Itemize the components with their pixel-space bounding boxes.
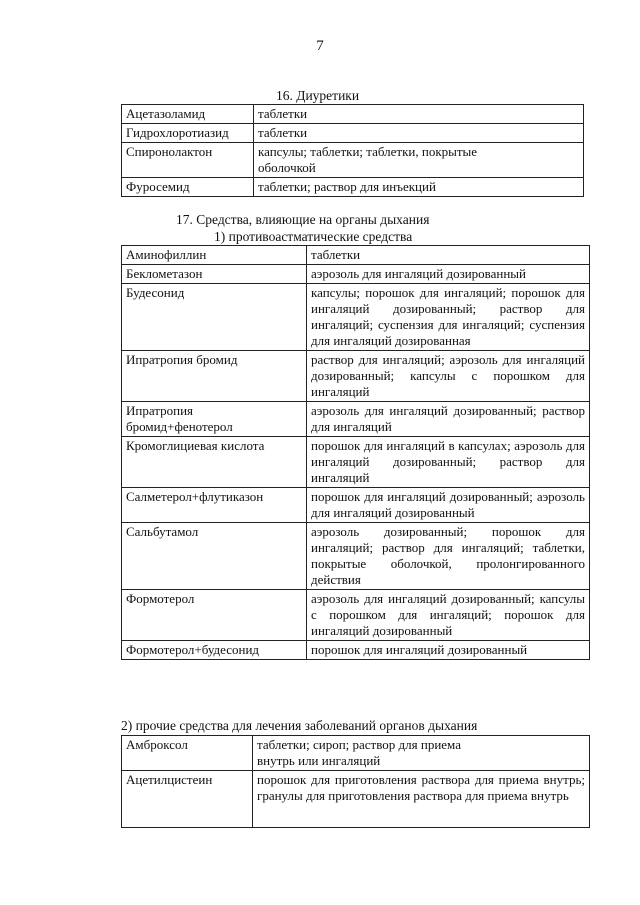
drug-name-cell: Аминофиллин — [122, 246, 307, 265]
drug-name-cell: Спиронолактон — [122, 143, 254, 178]
table-row — [122, 641, 590, 660]
table-row — [122, 590, 590, 641]
drug-name-cell: Кромоглициевая кислота — [122, 437, 307, 488]
drug-forms-cell: порошок для приготовления раствора для приема внутрь; гранулы для приготовления раствора для приема внутрь — [253, 771, 590, 828]
drug-name-cell: Амброксол — [122, 736, 253, 771]
table-row — [122, 105, 584, 124]
drug-forms-cell: капсулы; таблетки; таблетки, покрытые оболочкой — [254, 143, 584, 178]
drug-forms-cell: таблетки; сироп; раствор для приема внутрь или ингаляций — [253, 736, 590, 771]
table-row — [122, 437, 590, 488]
section-17-heading: 17. Средства, влияющие на органы дыхания — [176, 212, 430, 227]
drug-forms-cell: аэрозоль для ингаляций дозированный; раствор для ингаляций — [307, 402, 590, 437]
drug-forms-cell: раствор для ингаляций; аэрозоль для ингаляций дозированный; капсулы с порошком для ингаляций — [307, 351, 590, 402]
drug-name-cell: Салметерол+флутиказон — [122, 488, 307, 523]
drug-name-cell: Формотерол — [122, 590, 307, 641]
table-row — [122, 178, 584, 197]
section-16-heading: 16. Диуретики — [276, 88, 360, 103]
table-row — [122, 265, 590, 284]
table-row — [122, 402, 590, 437]
section-17-sub2-heading: 2) прочие средства для лечения заболеваний органов дыхания — [121, 718, 478, 733]
drug-forms-cell: капсулы; порошок для ингаляций; порошок для ингаляций дозированный; раствор для ингаляций; суспензия для ингаляций; суспензия для ингаляций дозированная — [307, 284, 590, 351]
drug-name-cell: Фуросемид — [122, 178, 254, 197]
drug-name-cell: Формотерол+будесонид — [122, 641, 307, 660]
table-row — [122, 143, 584, 178]
drug-forms-cell: таблетки — [307, 246, 590, 265]
table-row — [122, 736, 590, 771]
drug-name-cell: Будесонид — [122, 284, 307, 351]
drug-name-cell: Ипратропия бромид — [122, 351, 307, 402]
page-number: 7 — [316, 38, 324, 54]
table-row — [122, 771, 590, 828]
drug-forms-cell: аэрозоль для ингаляций дозированный; капсулы с порошком для ингаляций; порошок для ингаляций дозированный — [307, 590, 590, 641]
drug-name-cell: Гидрохлоротиазид — [122, 124, 254, 143]
diuretics-table — [121, 104, 584, 197]
table-row — [122, 284, 590, 351]
drug-name-cell: Ацетилцистеин — [122, 771, 253, 828]
drug-forms-cell: аэрозоль дозированный; порошок для ингаляций; раствор для ингаляций; таблетки, покрытые оболочкой, пролонгированного действия — [307, 523, 590, 590]
drug-name-cell: Сальбутамол — [122, 523, 307, 590]
drug-forms-cell: порошок для ингаляций в капсулах; аэрозоль для ингаляций дозированный; раствор для ингаляций — [307, 437, 590, 488]
drug-forms-cell: аэрозоль для ингаляций дозированный — [307, 265, 590, 284]
drug-forms-cell: таблетки — [254, 105, 584, 124]
antiasthmatic-table — [121, 245, 590, 660]
table-row — [122, 124, 584, 143]
table-row — [122, 246, 590, 265]
drug-name-cell: Ацетазоламид — [122, 105, 254, 124]
drug-name-cell: Беклометазон — [122, 265, 307, 284]
other-respiratory-table — [121, 735, 590, 828]
drug-forms-cell: таблетки; раствор для инъекций — [254, 178, 584, 197]
table-row — [122, 523, 590, 590]
drug-forms-cell: порошок для ингаляций дозированный — [307, 641, 590, 660]
drug-forms-cell: порошок для ингаляций дозированный; аэрозоль для ингаляций дозированный — [307, 488, 590, 523]
section-17-sub1-heading: 1) противоастматические средства — [214, 229, 413, 244]
table-row — [122, 351, 590, 402]
drug-forms-cell: таблетки — [254, 124, 584, 143]
table-row — [122, 488, 590, 523]
drug-name-cell: Ипратропия бромид+фенотерол — [122, 402, 307, 437]
